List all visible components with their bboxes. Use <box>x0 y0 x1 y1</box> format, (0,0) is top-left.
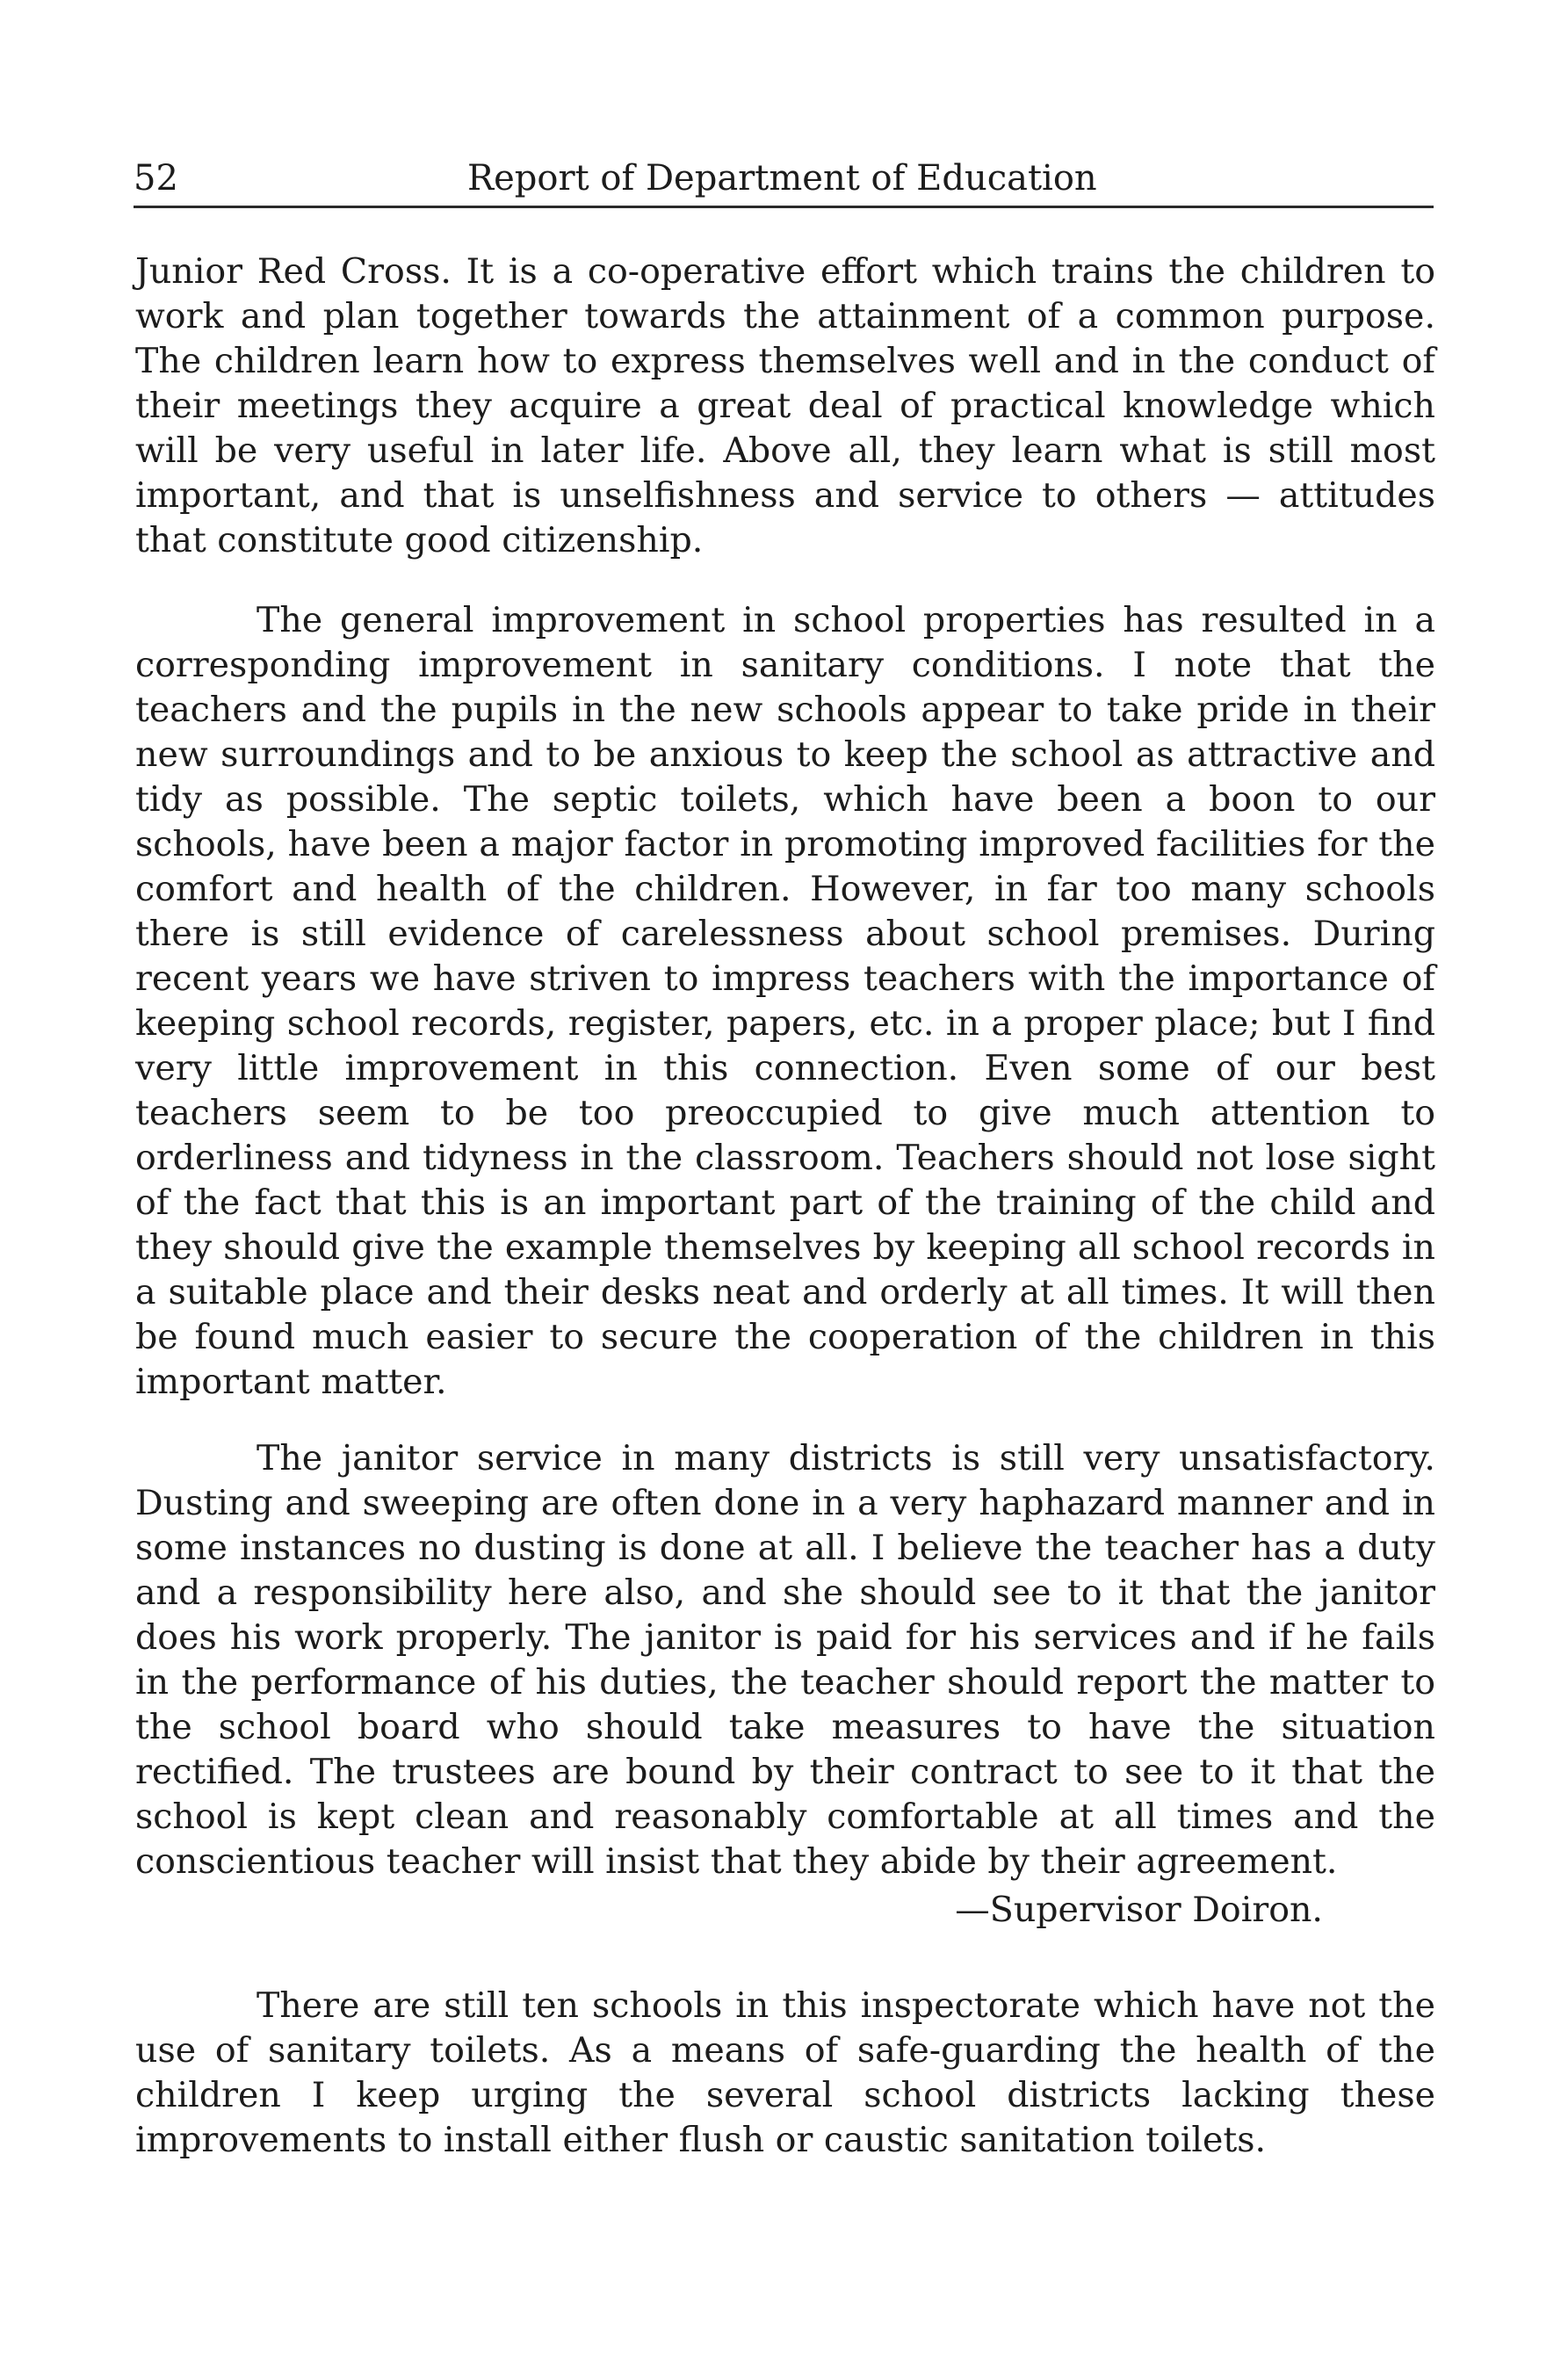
paragraph-sanitary-toilets: There are still ten schools in this inspectorate which have not the use of sanitary toilets. As a means of safe-guarding the health of the children I keep urging the several school districts lacking these improvements to install either flush or caustic sanitation toilets. <box>135 1985 1435 2160</box>
page-number: 52 <box>134 158 178 199</box>
body-text <box>135 249 1435 2163</box>
running-head <box>134 151 1434 206</box>
paragraph-janitor-service: The janitor service in many districts is still very unsatisfactory. Dusting and sweeping are often done in a very haphazard manner and in some instances no dusting is done at all. I believe the teacher has a duty and a responsibility here also, and she should see to it that the janitor does his work properly. The janitor is paid for his services and if he fails in the performance of his duties, the teacher should report the matter to the school board who should take measures to have the situation rectified. The trustees are bound by their contract to see to it that the school is kept clean and reasonably comfortable at all times and the conscientious teacher will insist that they abide by their agreement. <box>135 1438 1435 1882</box>
paragraph-junior-red-cross: Junior Red Cross. It is a co-operative effort which trains the children to work and plan together towards the attainment of a common purpose. The children learn how to express themselves well and in the conduct of their meetings they acquire a great deal of practical knowledge which will be very useful in later life. Above all, they learn what is still most important, and that is unselfishness and service to others — attitudes that constitute good citizenship. <box>135 251 1435 560</box>
running-head-title: Report of Department of Education <box>467 158 1097 199</box>
header-rule <box>134 206 1434 208</box>
paragraph-general-improvement: The general improvement in school properties has resulted in a corresponding improvement in sanitary conditions. I note that the teachers and the pupils in the new schools appear to take pride in their new surroundings and to be anxious to keep the school as attractive and tidy as possible. The septic toilets, which have been a boon to our schools, have been a major factor in promoting improved facilities for the comfort and health of the children. However, in far too many schools there is still evidence of carelessness about school premises. During recent years we have striven to impress teachers with the importance of keeping school records, register, papers, etc. in a proper place; but I find very little improvement in this connection. Even some of our best teachers seem to be too preoccupied to give much attention to orderliness and tidyness in the classroom. Teachers should not lose sight of the fact that this is an important part of the training of the child and they should give the example themselves by keeping all school records in a suitable place and their desks neat and orderly at all times. It will then be found much easier to secure the cooperation of the children in this important matter. <box>135 600 1435 1402</box>
signature: —Supervisor Doiron. <box>955 1890 1323 1930</box>
